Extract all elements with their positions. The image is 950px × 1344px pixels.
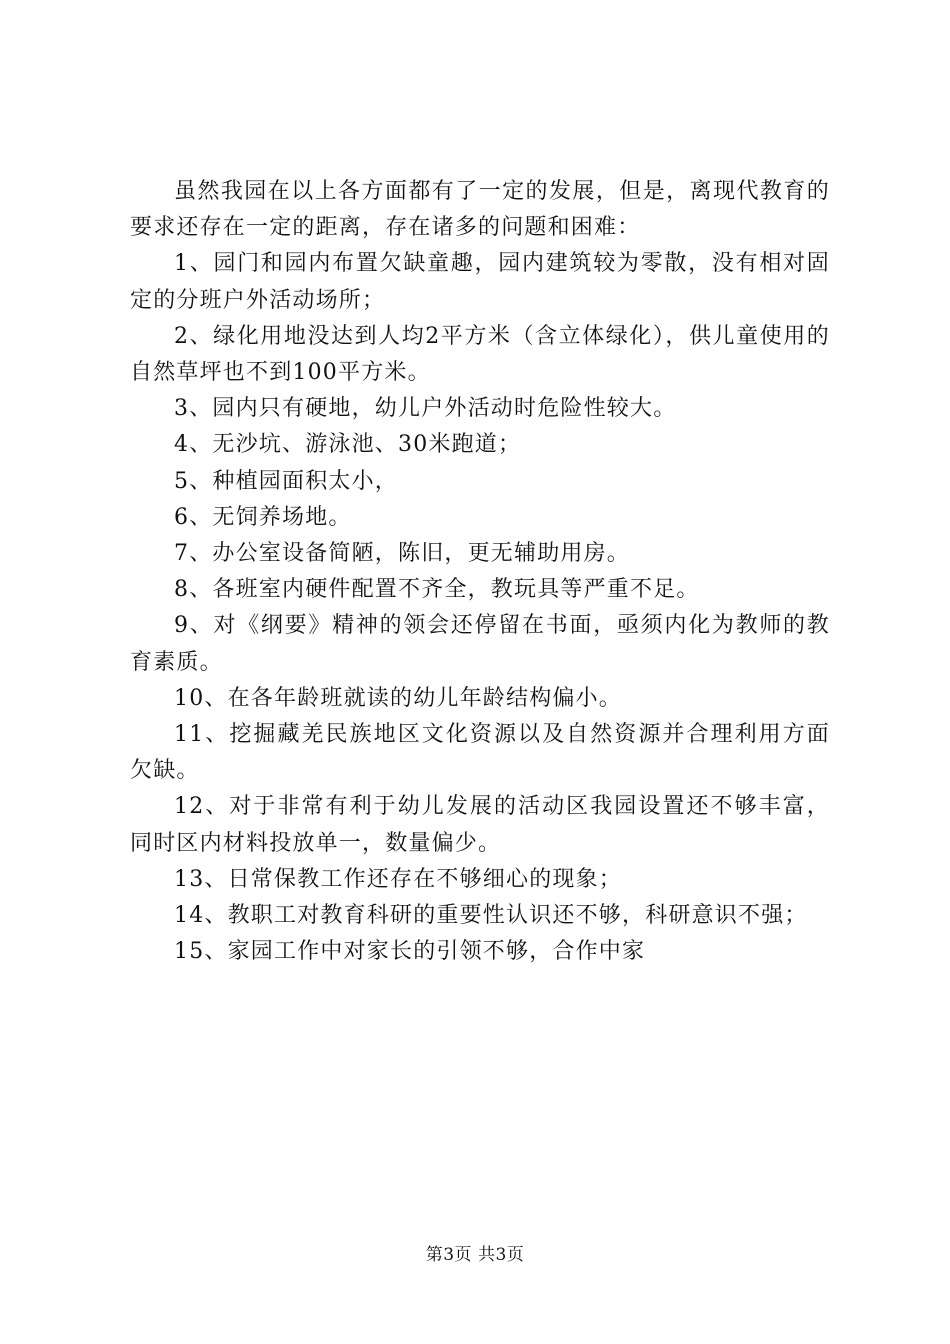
list-item: 15、家园工作中对家长的引领不够，合作中家: [174, 939, 646, 965]
list-item: 4、无沙坑、游泳池、30米跑道；: [174, 432, 522, 458]
list-item: 7、办公室设备简陋，陈旧，更无辅助用房。: [174, 541, 630, 567]
list-item: 14、教职工对教育科研的重要性认识还不够，科研意识不强；: [174, 903, 808, 929]
list-item: 8、各班室内硬件配置不齐全，教玩具等严重不足。: [174, 577, 700, 603]
list-item: 9、对《纲要》精神的领会还停留在书面，亟须内化为教师的教育素质。: [130, 613, 830, 675]
document-body: [130, 174, 830, 970]
list-item: 12、对于非常有利于幼儿发展的活动区我园设置还不够丰富，同时区内材料投放单一，数量偏少。: [130, 794, 830, 856]
page-number: 第3页 共3页: [425, 1245, 525, 1265]
list-item: 6、无饲养场地。: [174, 504, 352, 530]
list-item: 13、日常保教工作还存在不够细心的现象；: [174, 866, 622, 892]
intro-paragraph: 虽然我园在以上各方面都有了一定的发展，但是，离现代教育的要求还存在一定的距离，存在诸多的问题和困难：: [130, 179, 830, 241]
list-item: 5、种植园面积太小，: [174, 468, 398, 494]
list-item: 3、园内只有硬地，幼儿户外活动时危险性较大。: [174, 396, 677, 422]
list-item: 11、挖掘藏羌民族地区文化资源以及自然资源并合理利用方面欠缺。: [130, 722, 830, 784]
page-footer: [0, 1244, 950, 1266]
list-item: 2、绿化用地没达到人均2平方米（含立体绿化），供儿童使用的自然草坪也不到100平方米。: [130, 323, 830, 386]
list-item: 10、在各年龄班就读的幼儿年龄结构偏小。: [174, 685, 622, 711]
list-item: 1、园门和园内布置欠缺童趣，园内建筑较为零散，没有相对固定的分班户外活动场所；: [130, 251, 830, 313]
